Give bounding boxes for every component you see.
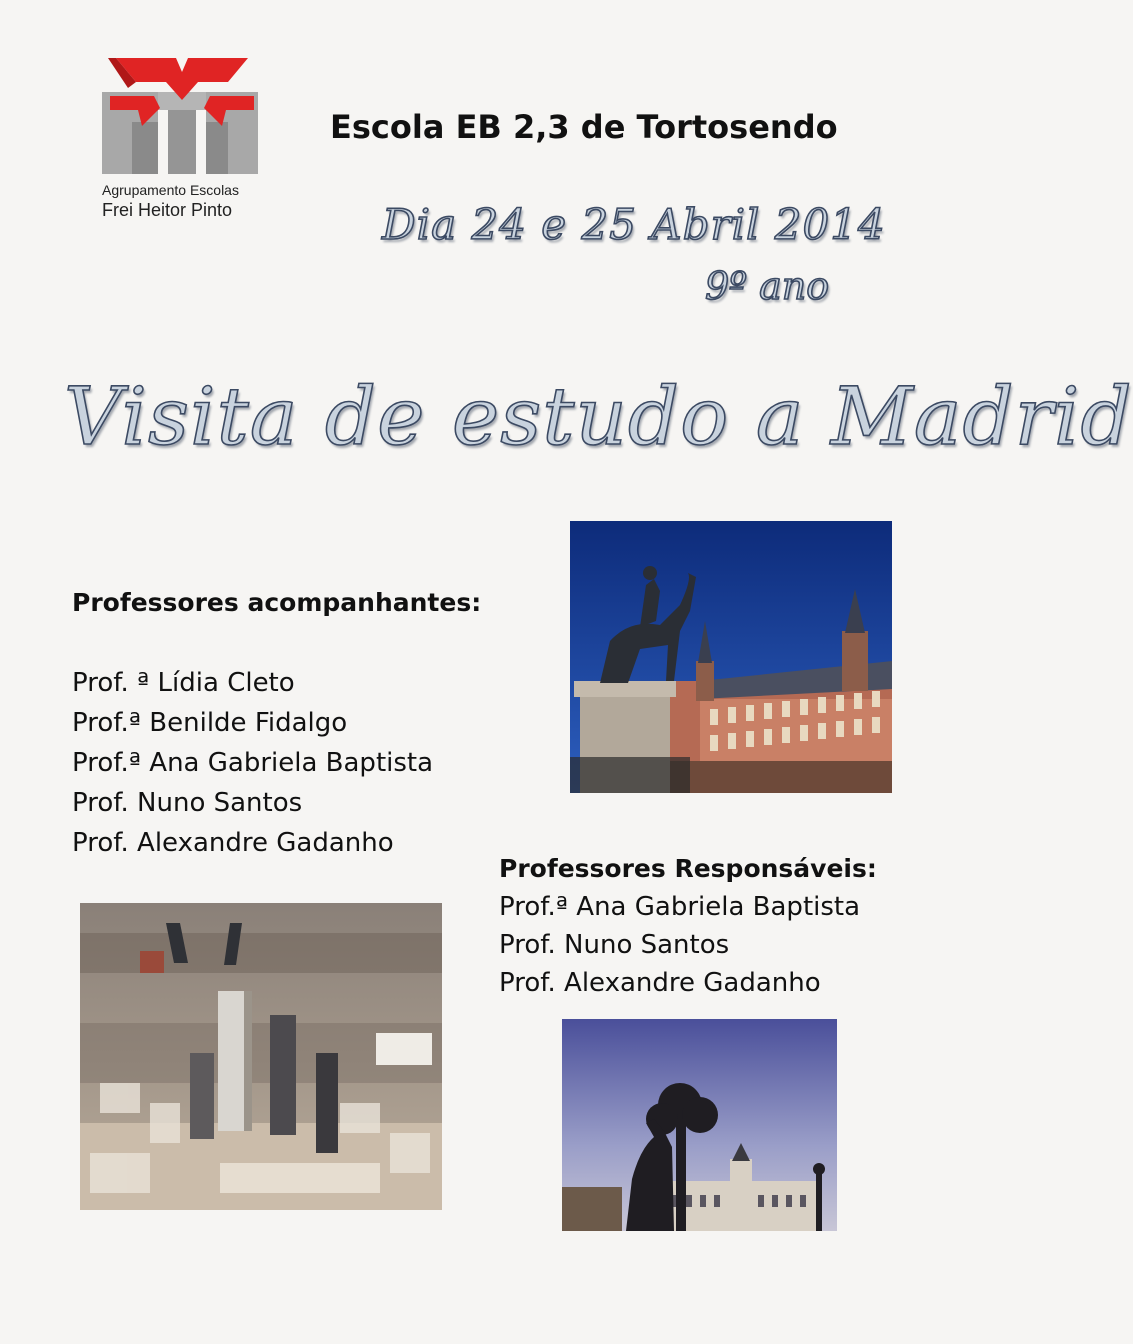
page-title: Visita de estudo a Madrid [64,370,1133,463]
accompanying-list [72,663,481,863]
school-name: Escola EB 2,3 de Tortosendo [330,108,838,146]
logo-text-line1: Agrupamento Escolas [102,182,239,198]
accompanying-heading: Professores acompanhantes: [72,588,482,617]
responsible-teachers [499,850,877,1002]
teacher-name: Prof. Nuno Santos [72,788,303,818]
teacher-name: Prof.ª Ana Gabriela Baptista [499,892,861,922]
teacher-name: Prof. Alexandre Gadanho [72,828,394,858]
teacher-name: Prof.ª Benilde Fidalgo [72,708,348,738]
madrid-aerial-photo [80,903,442,1210]
accompanying-teachers [72,583,481,863]
teacher-name: Prof. Nuno Santos [499,930,730,960]
trip-dates: Dia 24 e 25 Abril 2014 [382,200,886,249]
logo-mark-icon [98,52,266,182]
responsible-heading: Professores Responsáveis: [499,854,877,883]
school-logo [98,52,266,224]
bear-statue-photo [562,1019,837,1231]
logo-text-line2: Frei Heitor Pinto [102,200,233,220]
teacher-name: Prof. Alexandre Gadanho [499,968,821,998]
grade-level: 9º ano [705,264,830,308]
teacher-name: Prof. ª Lídia Cleto [72,668,295,698]
teacher-name: Prof.ª Ana Gabriela Baptista [72,748,434,778]
plaza-mayor-photo [570,521,892,793]
